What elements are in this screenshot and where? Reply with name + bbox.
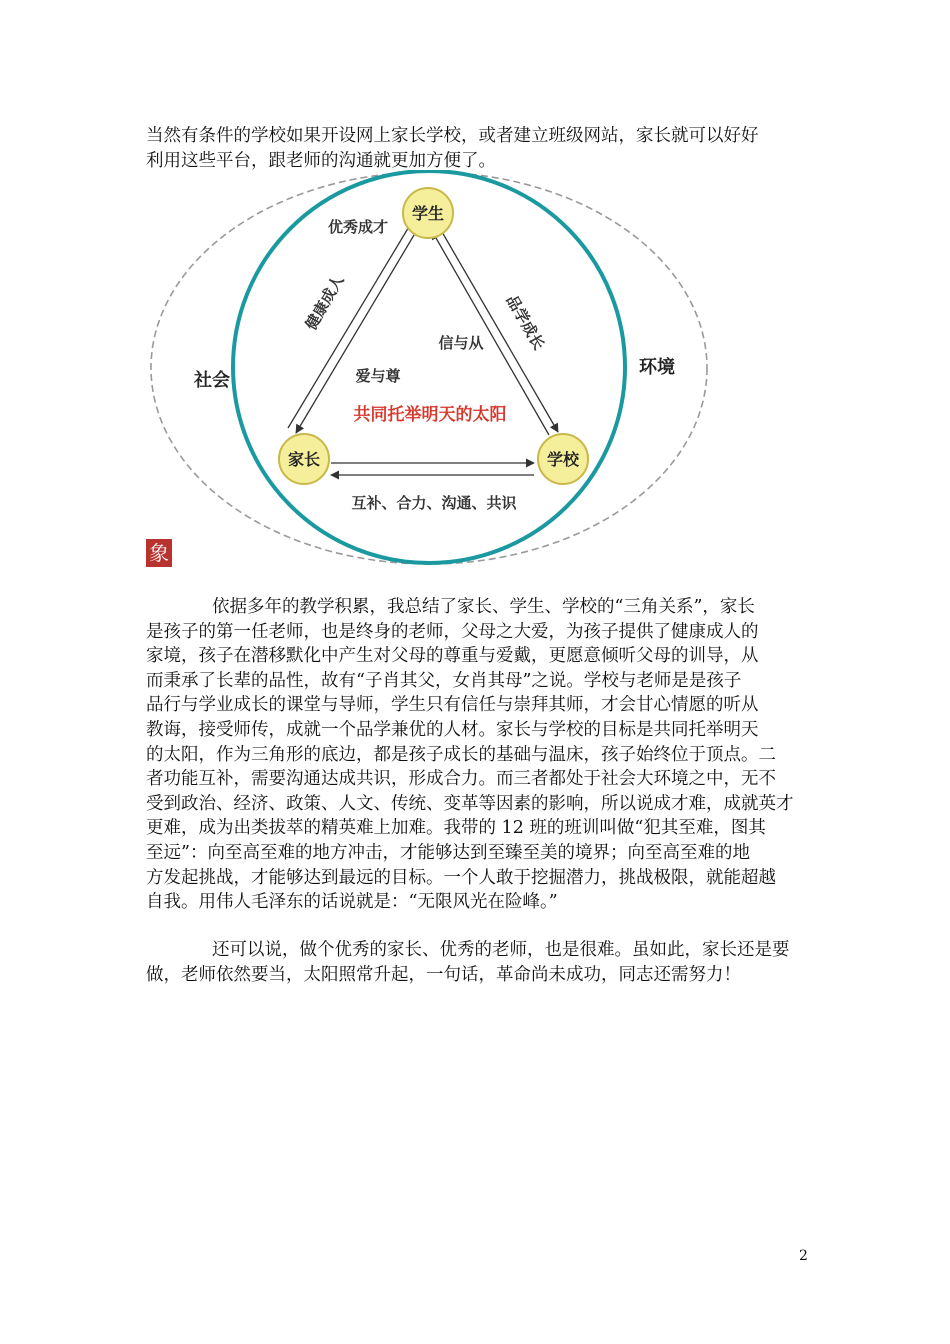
main-line: 自我。用伟人毛泽东的话说就是：“无限风光在险峰。” (146, 892, 558, 913)
ending-line: 做，老师依然要当，太阳照常升起，一句话，革命尚未成功，同志还需努力！ (146, 964, 741, 985)
main-line: 者功能互补，需要沟通达成共识，形成合力。而三者都处于社会大环境之中，无不 (146, 769, 776, 790)
label-trust: 信与从 (438, 334, 484, 352)
node-parent-label: 家长 (287, 450, 321, 469)
main-line: 是孩子的第一任老师，也是终身的老师，父母之大爱，为孩子提供了健康成人的 (146, 621, 759, 642)
main-line: 受到政治、经济、政策、人文、传统、变革等因素的影响，所以说成才难，成就英才 (146, 793, 794, 814)
label-excellent: 优秀成才 (327, 218, 389, 236)
label-love: 爱与尊 (355, 367, 401, 385)
ending-line: 还可以说，做个优秀的家长、优秀的老师，也是很难。虽如此，家长还是要 (212, 940, 790, 960)
label-virtue: 品学成长 (502, 292, 549, 353)
main-line: 教诲，接受师传，成就一个品学兼优的人材。家长与学校的目标是共同托举明天 (146, 719, 759, 740)
ending-paragraph (146, 938, 808, 987)
main-line: 更难，成为出类拔萃的精英难上加难。我带的 12 班的班训叫做“犯其至难，图其 (146, 818, 766, 839)
intro-line: 当然有条件的学校如果开设网上家长学校，或者建立班级网站，家长就可以好好 (146, 126, 759, 146)
page-number: 2 (799, 1248, 808, 1264)
label-sun: 共同托举明天的太阳 (353, 405, 507, 425)
node-school-label: 学校 (546, 450, 580, 469)
label-healthy: 健康成人 (301, 272, 348, 333)
main-paragraph (146, 595, 808, 915)
main-line: 至远”：向至高至难的地方冲击，才能够达到至臻至美的境界；向至高至难的地 (146, 842, 750, 863)
triangle-relationship-diagram (146, 170, 720, 572)
label-cooperate: 互补、合力、沟通、共识 (351, 494, 517, 512)
seal-stamp: 象 (146, 539, 172, 567)
label-society: 社会 (194, 370, 230, 391)
main-line: 家境，孩子在潜移默化中产生对父母的尊重与爱戴，更愿意倾听父母的训导，从 (146, 646, 759, 667)
main-line: 的太阳，作为三角形的底边，都是孩子成长的基础与温床，孩子始终位于顶点。二 (146, 744, 776, 765)
node-student-label: 学生 (411, 204, 445, 223)
label-environment: 环境 (639, 357, 675, 378)
main-line: 方发起挑战，才能够达到最远的目标。一个人敢于挖掘潜力，挑战极限，就能超越 (146, 867, 776, 888)
intro-line: 利用这些平台，跟老师的沟通就更加方便了。 (146, 150, 496, 171)
main-line: 品行与学业成长的课堂与导师，学生只有信任与崇拜其师，才会甘心情愿的听从 (146, 695, 759, 716)
main-line: 而秉承了长辈的品性，故有“子肖其父，女肖其母”之说。学校与老师是是孩子 (146, 670, 742, 691)
main-line: 依据多年的教学积累，我总结了家长、学生、学校的“三角关系”，家长 (212, 597, 755, 617)
intro-paragraph (146, 124, 808, 173)
